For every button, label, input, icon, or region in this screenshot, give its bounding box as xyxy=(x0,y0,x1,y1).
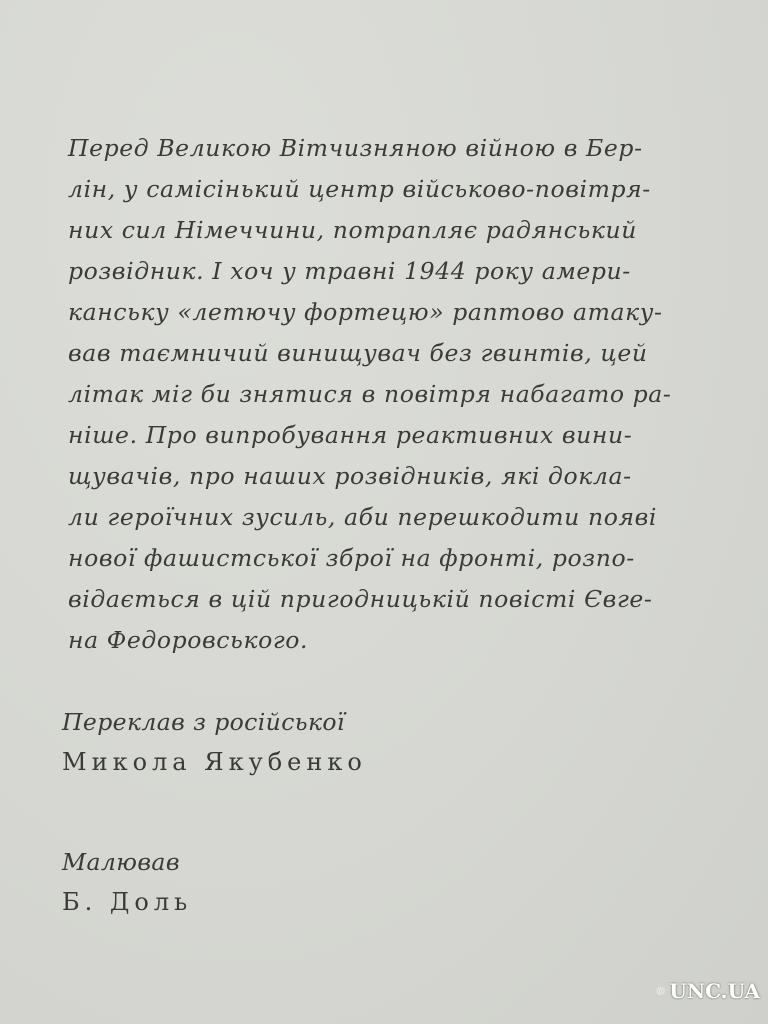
annotation-line: відається в цій пригодницькій повісті Євге- xyxy=(68,585,653,613)
annotation-line: ли героїчних зусиль, аби перешкодити появі xyxy=(68,503,658,531)
illustrator-role: Малював xyxy=(62,848,180,876)
annotation-line: Перед Великою Вітчизняною війною в Бер- xyxy=(68,134,643,162)
illustrator-name: Б. Доль xyxy=(62,888,193,916)
watermark-text: UNC.UA xyxy=(669,979,760,1003)
annotation-line: літак міг би знятися в повітря набагато ра- xyxy=(68,380,672,408)
book-annotation xyxy=(68,128,748,661)
annotation-line: вав таємничий винищувач без гвинтів, цей xyxy=(68,339,648,367)
sunburst-logo-icon xyxy=(656,971,665,1011)
translator-name: Микола Якубенко xyxy=(62,748,367,776)
annotation-line: ніше. Про випробування реактивних вини- xyxy=(68,421,633,449)
annotation-line: розвідник. І хоч у травні 1944 року амери- xyxy=(68,257,631,285)
translator-role: Переклав з російської xyxy=(62,708,345,736)
annotation-line: на Федоровського. xyxy=(68,626,309,654)
annotation-line: лін, у самісінький центр військово-повітря- xyxy=(68,175,651,203)
watermark xyxy=(656,966,760,1016)
translator-credit xyxy=(62,702,367,782)
annotation-line: нової фашистської зброї на фронті, розпо- xyxy=(68,544,635,572)
annotation-line: щувачів, про наших розвідників, які докла- xyxy=(68,462,632,490)
annotation-line: канську «летючу фортецю» раптово атаку- xyxy=(68,298,663,326)
annotation-line: них сил Німеччини, потрапляє радянський xyxy=(68,216,637,244)
illustrator-credit xyxy=(62,842,192,922)
